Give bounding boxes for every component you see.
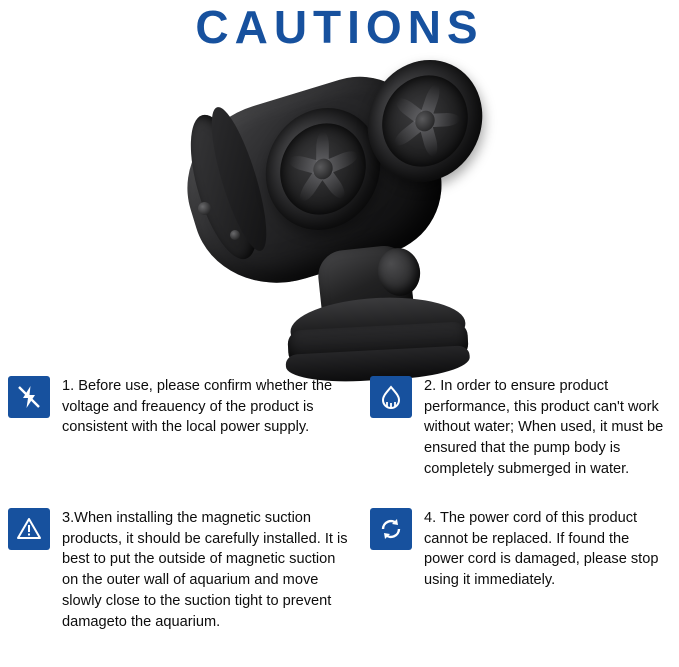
pump-screw (230, 230, 240, 240)
nozzle-inner (372, 62, 478, 180)
caution-list (0, 376, 679, 667)
caution-text: 3.When installing the magnetic suction products, it should be carefully installed. It is best to put the outside of magnetic suction on the outer wall of aquarium and move slowly close to the suction tight to prevent damageto the aquarium. (62, 510, 348, 630)
page-title: CAUTIONS (195, 1, 484, 53)
pump-illustration (170, 52, 510, 362)
pump-screw (198, 202, 211, 215)
caution-text: 1. Before use, please confirm whether the voltage and freauency of the product is consistent with the local power supply. (62, 378, 333, 436)
caution-item-2 (370, 376, 670, 480)
nozzle-inner (270, 110, 376, 228)
caution-text: 2. In order to ensure product performance, this product can't work without water; When used, it must be ensured that the pump body is completely submerged in water. (424, 378, 664, 477)
caution-item-3 (8, 508, 348, 632)
caution-text: 4. The power cord of this product cannot be replaced. If found the power cord is damaged, please stop using it immediately. (424, 510, 659, 589)
warning-triangle-icon (8, 508, 50, 550)
no-electricity-icon (8, 376, 50, 418)
replace-arrows-icon (370, 508, 412, 550)
product-image (0, 52, 679, 362)
caution-item-4 (370, 508, 670, 591)
water-drop-splash-icon (370, 376, 412, 418)
caution-item-1 (8, 376, 348, 438)
